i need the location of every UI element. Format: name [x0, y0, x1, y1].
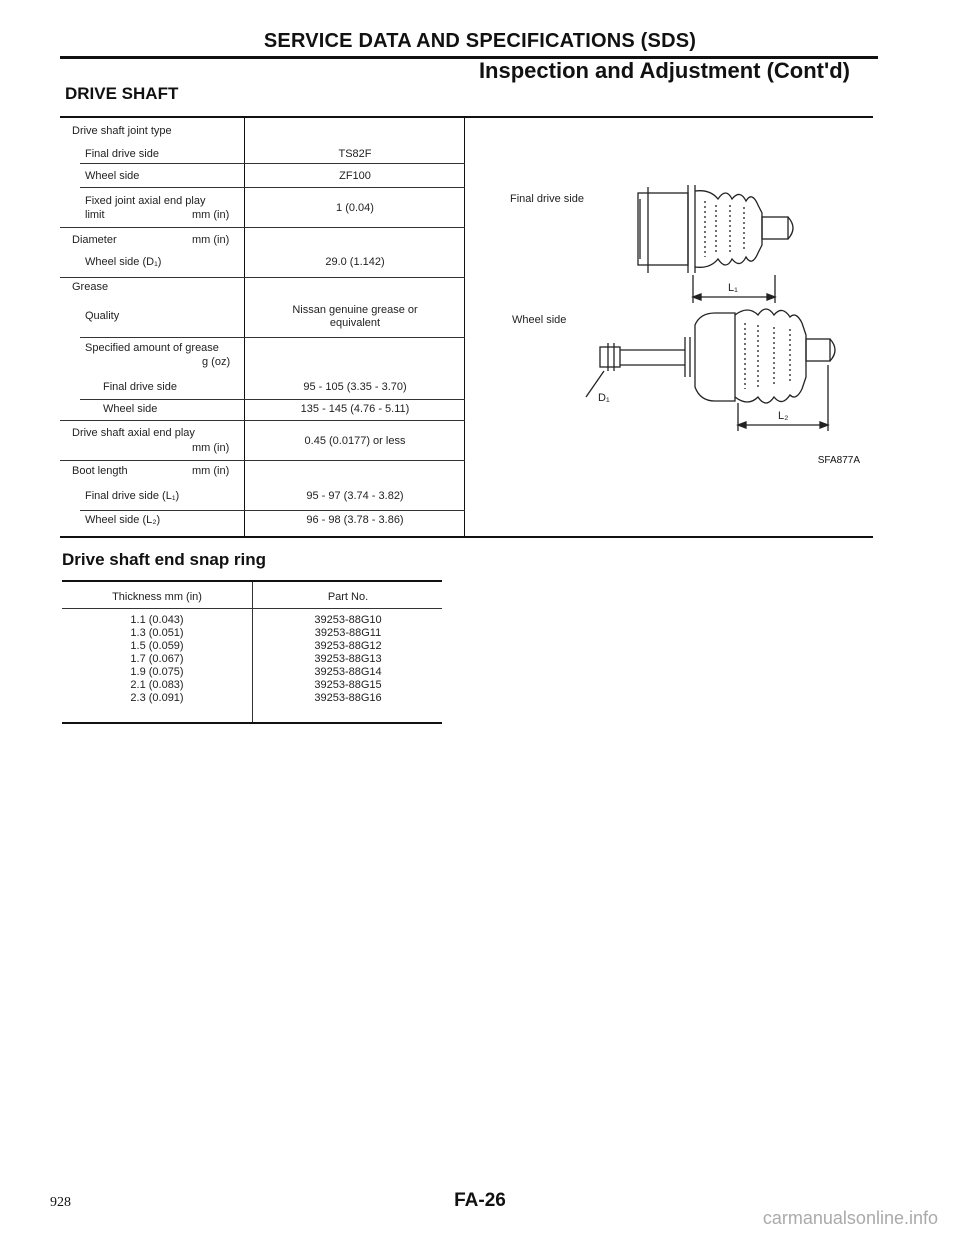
dimension-l2-label: L₂: [778, 410, 789, 422]
snap-part-cell: 39253-88G15: [314, 679, 382, 691]
section-heading-drive-shaft: DRIVE SHAFT: [65, 84, 179, 103]
snap-part-cell: 39253-88G14: [314, 666, 382, 678]
spec-unit: mm (in): [192, 465, 230, 477]
spec-table-bottom-rule: [60, 536, 873, 538]
spec-label: Final drive side: [85, 148, 159, 160]
snap-thickness-cell: 1.5 (0.059): [130, 640, 184, 652]
page-code: FA-26: [454, 1190, 506, 1211]
row-divider: [80, 399, 465, 400]
spec-label: Drive shaft axial end play: [72, 427, 195, 439]
spec-label: Diameter: [72, 234, 117, 246]
page-subtitle: Inspection and Adjustment (Cont'd): [478, 58, 850, 83]
diagram-label-final-drive: Final drive side: [510, 193, 584, 205]
spec-label: Quality: [85, 310, 120, 322]
snap-thickness-cell: 1.3 (0.051): [130, 627, 184, 639]
figure-id: SFA877A: [817, 455, 860, 466]
drive-shaft-diagram: [500, 165, 880, 455]
snap-part-cell: 39253-88G12: [314, 640, 382, 652]
snap-part-cell: 39253-88G13: [314, 653, 382, 665]
spec-value: equivalent: [329, 317, 381, 329]
table-row: [62, 653, 442, 666]
spec-value: Nissan genuine grease or: [292, 304, 418, 316]
diagram-label-wheel-side: Wheel side: [512, 314, 567, 326]
spec-value: 1 (0.04): [336, 202, 374, 214]
table-row: [62, 679, 442, 692]
snap-table-bottom-rule: [62, 722, 442, 724]
spec-unit: g (oz): [202, 356, 231, 368]
snap-part-cell: 39253-88G16: [314, 692, 382, 704]
snap-col-header-thickness: Thickness mm (in): [112, 591, 202, 603]
row-divider: [80, 337, 465, 338]
spec-value: 95 - 97 (3.74 - 3.82): [306, 490, 404, 502]
spec-label: Final drive side: [103, 381, 177, 393]
wheel-side-joint-figure: [600, 309, 835, 403]
spec-value: TS82F: [338, 148, 372, 160]
spec-label: Wheel side: [103, 403, 158, 415]
snap-thickness-cell: 2.3 (0.091): [130, 692, 184, 704]
spec-value: 0.45 (0.0177) or less: [304, 435, 406, 447]
row-divider: [80, 163, 465, 164]
snap-thickness-cell: 1.7 (0.067): [130, 653, 184, 665]
spec-label: Fixed joint axial end play: [85, 195, 206, 207]
section-heading-snap-ring: Drive shaft end snap ring: [62, 550, 267, 569]
page-title: SERVICE DATA AND SPECIFICATIONS (SDS): [263, 30, 697, 52]
table-row: [62, 666, 442, 679]
row-divider: [60, 277, 465, 278]
row-divider: [80, 510, 465, 511]
spec-value: 96 - 98 (3.78 - 3.86): [306, 514, 404, 526]
snap-table-body: [62, 614, 442, 705]
row-divider: [60, 420, 465, 421]
spec-label: Wheel side (D₁): [85, 256, 162, 268]
spec-label: Specified amount of grease: [85, 342, 219, 354]
table-row: [62, 614, 442, 627]
snap-part-cell: 39253-88G11: [314, 627, 382, 639]
snap-thickness-cell: 1.9 (0.075): [130, 666, 184, 678]
table-row: [62, 627, 442, 640]
spec-value: ZF100: [339, 170, 371, 182]
snap-col-header-part: Part No.: [327, 591, 369, 603]
spec-table-top-rule: [60, 116, 873, 118]
page-number: 928: [50, 1195, 71, 1210]
dimension-l1-label: L₁: [728, 282, 738, 294]
spec-value: 135 - 145 (4.76 - 5.11): [300, 403, 410, 415]
snap-part-cell: 39253-88G10: [314, 614, 382, 626]
spec-label: Wheel side (L₂): [85, 514, 161, 526]
snap-thickness-cell: 1.1 (0.043): [130, 614, 184, 626]
spec-label: limit: [85, 209, 105, 221]
row-divider: [60, 227, 465, 228]
table-row: [62, 692, 442, 705]
spec-unit: mm (in): [192, 234, 230, 246]
watermark-text: carmanualsonline.info: [762, 1208, 938, 1228]
spec-value: 29.0 (1.142): [325, 256, 385, 268]
spec-label: Final drive side (L₁): [85, 490, 180, 502]
spec-label: Wheel side: [85, 170, 140, 182]
dimension-d1-label: D₁: [598, 392, 610, 404]
row-divider: [60, 460, 465, 461]
spec-value: 95 - 105 (3.35 - 3.70): [303, 381, 407, 393]
final-drive-joint-figure: [638, 185, 793, 273]
row-divider: [80, 187, 465, 188]
spec-label: Grease: [72, 281, 109, 293]
spec-unit: mm (in): [192, 442, 230, 454]
snap-thickness-cell: 2.1 (0.083): [130, 679, 184, 691]
spec-unit: mm (in): [192, 209, 230, 221]
table-row: [62, 640, 442, 653]
spec-label: Boot length: [72, 465, 128, 477]
spec-label: Drive shaft joint type: [72, 125, 172, 137]
